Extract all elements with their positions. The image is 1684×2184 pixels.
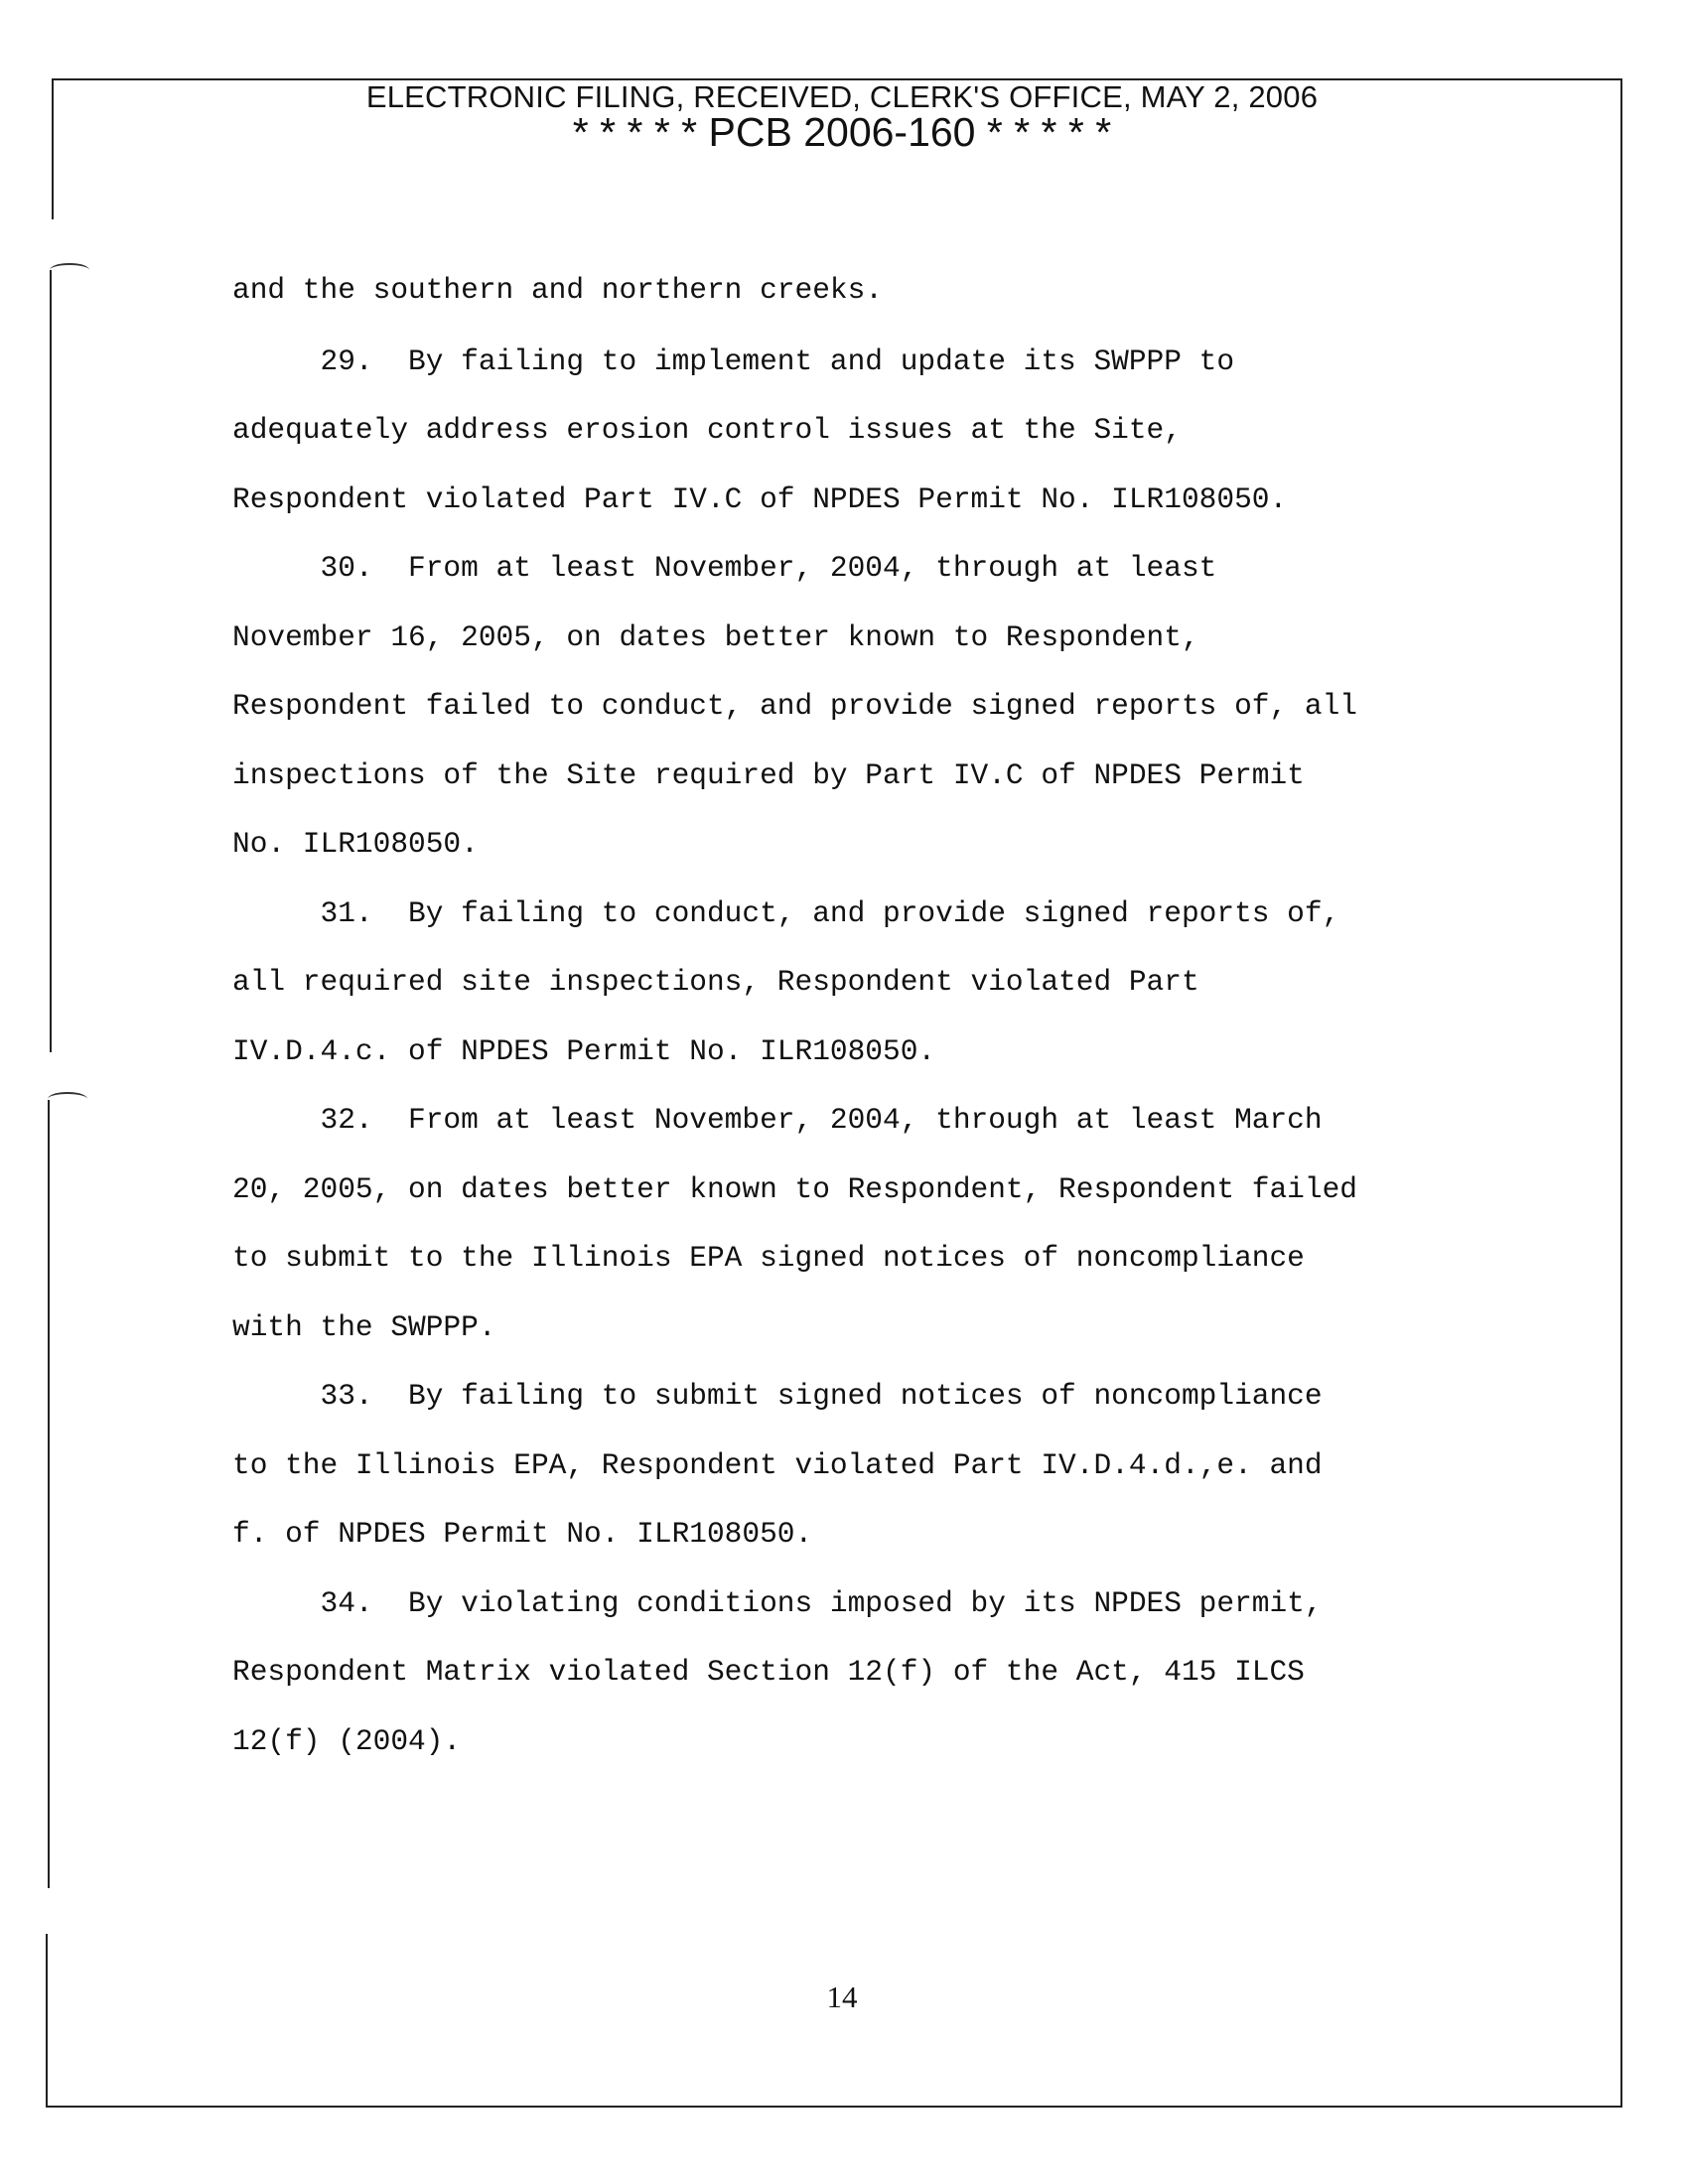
margin-bracket-mark — [50, 263, 89, 277]
paragraph-32-line: 32. From at least November, 2004, through at least March — [232, 1103, 1323, 1137]
page-border-left-2 — [50, 270, 52, 1052]
body-line: Respondent violated Part IV.C of NPDES Permit No. ILR108050. — [232, 481, 1288, 516]
body-line: inspections of the Site required by Part IV.C of NPDES Permit — [232, 757, 1305, 792]
body-line: 12(f) (2004). — [232, 1723, 462, 1758]
paragraph-29-line: 29. By failing to implement and update its SWPPP to — [232, 343, 1235, 378]
body-line: adequately address erosion control issues at the Site, — [232, 413, 1182, 447]
body-line: all required site inspections, Respondent violated Part — [232, 965, 1199, 999]
case-number-line: * * * * * PCB 2006-160 * * * * * — [572, 109, 1112, 155]
body-line: Respondent failed to conduct, and provide signed reports of, all — [232, 689, 1357, 723]
body-line: to the Illinois EPA, Respondent violated Part IV.D.4.d.,e. and — [232, 1447, 1323, 1482]
body-line: to submit to the Illinois EPA signed notices of noncompliance — [232, 1241, 1305, 1275]
body-line: November 16, 2005, on dates better known to Respondent, — [232, 619, 1199, 654]
page-border-left-3 — [48, 1100, 50, 1888]
paragraph-30-line: 30. From at least November, 2004, through at least — [232, 551, 1217, 585]
body-line: and the southern and northern creeks. — [232, 273, 884, 307]
body-line: with the SWPPP. — [232, 1309, 496, 1344]
page-number: 14 — [826, 1979, 858, 2014]
margin-bracket-mark — [48, 1092, 87, 1106]
paragraph-34-line: 34. By violating conditions imposed by its NPDES permit, — [232, 1585, 1323, 1620]
page-border-right — [1620, 78, 1622, 2108]
body-line: f. of NPDES Permit No. ILR108050. — [232, 1517, 813, 1551]
body-line: No. ILR108050. — [232, 827, 479, 861]
body-line: 20, 2005, on dates better known to Respondent, Respondent failed — [232, 1171, 1357, 1206]
body-line: Respondent Matrix violated Section 12(f) of the Act, 415 ILCS — [232, 1655, 1305, 1689]
filing-stamp-line: ELECTRONIC FILING, RECEIVED, CLERK'S OFFICE, MAY 2, 2006 — [365, 79, 1319, 114]
body-line: IV.D.4.c. of NPDES Permit No. ILR108050. — [232, 1033, 936, 1068]
paragraph-33-line: 33. By failing to submit signed notices of noncompliance — [232, 1379, 1323, 1413]
page-border-bottom — [46, 2106, 1622, 2108]
page-border-left-4 — [46, 1934, 48, 2107]
paragraph-31-line: 31. By failing to conduct, and provide signed reports of, — [232, 895, 1340, 930]
document-body — [232, 256, 1454, 1776]
